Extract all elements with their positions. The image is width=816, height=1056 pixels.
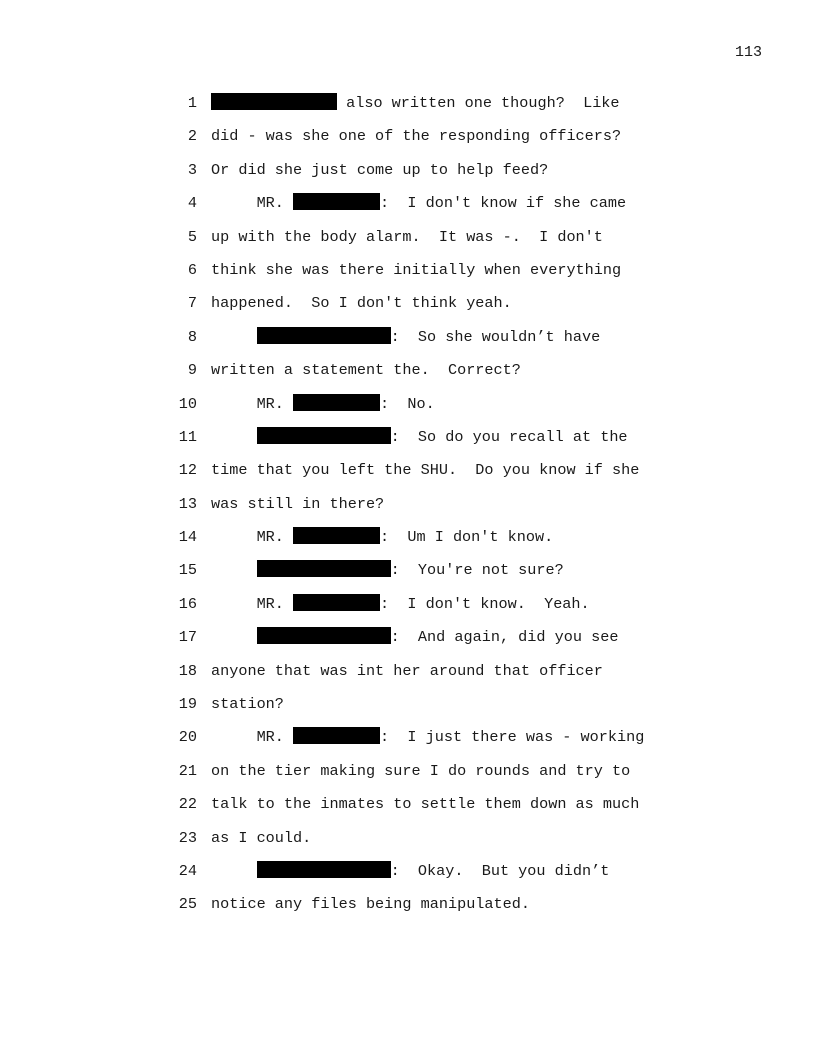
line-text-segment: was still in there?: [211, 494, 385, 513]
line-text-segment: [211, 428, 257, 446]
line-number: 11: [178, 427, 197, 446]
redaction-block: [293, 394, 380, 411]
transcript-line: [0, 293, 816, 326]
line-text-segment: anyone that was int her around that officer: [211, 661, 603, 680]
line-text: [211, 560, 564, 580]
line-number: 22: [178, 795, 197, 814]
redaction-block: [293, 594, 380, 611]
transcript-line: [0, 193, 816, 226]
line-text-segment: notice any files being manipulated.: [211, 895, 530, 914]
redaction-block: [257, 627, 391, 644]
transcript-line: [0, 594, 816, 627]
line-text: [211, 627, 618, 647]
line-text-segment: up with the body alarm. It was -. I don't: [211, 227, 603, 246]
line-number: 20: [178, 728, 197, 747]
line-text-segment: : No.: [380, 394, 435, 413]
redaction-block: [257, 560, 391, 577]
transcript-line: [0, 394, 816, 427]
redaction-block: [293, 527, 380, 544]
line-text: [211, 594, 590, 614]
line-text-segment: : You're not sure?: [390, 561, 564, 580]
line-number: 16: [178, 594, 197, 613]
transcript-line: [0, 160, 816, 193]
line-text: [211, 126, 621, 146]
line-number: 15: [178, 561, 197, 580]
transcript-line: [0, 260, 816, 293]
line-number: 13: [178, 494, 197, 513]
line-text: [211, 894, 530, 914]
line-text: [211, 360, 521, 380]
line-number: 1: [187, 94, 197, 112]
line-text-segment: [211, 862, 257, 880]
transcript-line: [0, 627, 816, 660]
line-number: 7: [187, 294, 197, 313]
line-text: [211, 427, 628, 447]
line-text-segment: on the tier making sure I do rounds and try to: [211, 761, 631, 780]
line-text-segment: MR.: [211, 194, 294, 213]
line-text-segment: Or did she just come up to help feed?: [211, 160, 549, 179]
transcript-line: [0, 93, 816, 126]
line-text: [211, 227, 603, 247]
line-text: [211, 193, 626, 213]
line-text: [211, 494, 384, 514]
line-text-segment: MR.: [211, 394, 294, 413]
line-number: 9: [187, 361, 197, 380]
transcript-line: [0, 794, 816, 827]
transcript-line: [0, 761, 816, 794]
line-text: [211, 861, 609, 881]
line-text-segment: as I could.: [211, 828, 312, 847]
line-text-segment: : And again, did you see: [390, 628, 619, 647]
transcript-line: [0, 327, 816, 360]
line-text-segment: [211, 561, 257, 579]
line-text: [211, 527, 553, 547]
line-number: 5: [187, 227, 197, 246]
transcript-line: [0, 494, 816, 527]
line-text-segment: station?: [211, 695, 284, 714]
redaction-block: [257, 427, 391, 444]
line-number: 18: [178, 661, 197, 680]
redaction-block: [293, 727, 380, 744]
line-text-segment: : So do you recall at the: [390, 427, 628, 446]
transcript-line: [0, 560, 816, 593]
line-number: 25: [178, 895, 197, 914]
line-number: 6: [187, 260, 197, 279]
transcript-line: [0, 727, 816, 760]
transcript-line: [0, 227, 816, 260]
line-text: [211, 260, 621, 280]
line-number: 12: [178, 461, 197, 480]
transcript-line: [0, 527, 816, 560]
line-text-segment: : Okay. But you didn’t: [390, 861, 610, 880]
line-text: [211, 327, 600, 347]
line-number: 23: [178, 828, 197, 847]
redaction-block: [257, 861, 391, 878]
line-text-segment: : Um I don't know.: [380, 528, 554, 547]
line-text-segment: MR.: [211, 528, 294, 547]
line-text-segment: [211, 628, 257, 646]
line-text-segment: : I just there was - working: [380, 728, 645, 747]
line-text-segment: talk to the inmates to settle them down as much: [211, 795, 640, 814]
transcript-line: [0, 828, 816, 861]
line-number: 24: [178, 861, 197, 880]
line-text-segment: [211, 328, 257, 346]
line-number: 19: [178, 695, 197, 714]
line-text-segment: also written one though? Like: [337, 94, 620, 112]
line-text: [211, 727, 644, 747]
redaction-block: [211, 93, 337, 110]
line-text-segment: written a statement the. Correct?: [211, 361, 521, 380]
transcript-line: [0, 460, 816, 493]
line-text-segment: time that you left the SHU. Do you know if she: [211, 461, 640, 480]
transcript-line: [0, 861, 816, 894]
redaction-block: [257, 327, 391, 344]
transcript-line: [0, 360, 816, 393]
line-text: [211, 661, 603, 681]
line-text: [211, 694, 284, 714]
page-number: 113: [734, 44, 762, 61]
transcript-line: [0, 661, 816, 694]
line-text-segment: : I don't know. Yeah.: [380, 594, 590, 613]
line-text-segment: : So she wouldn’t have: [390, 327, 601, 346]
redaction-block: [293, 193, 380, 210]
transcript-body: [0, 93, 816, 928]
line-text: [211, 394, 435, 414]
line-text-segment: MR.: [211, 594, 294, 613]
line-text: [211, 293, 512, 313]
line-text: [211, 761, 630, 781]
line-text: [211, 93, 620, 113]
line-text-segment: did - was she one of the responding officers?: [211, 127, 622, 146]
line-text: [211, 160, 548, 180]
line-number: 14: [178, 528, 197, 547]
line-number: 3: [187, 160, 197, 179]
transcript-line: [0, 694, 816, 727]
line-number: 21: [178, 761, 197, 780]
line-text: [211, 828, 311, 848]
line-number: 17: [178, 628, 197, 647]
line-text: [211, 794, 639, 814]
transcript-line: [0, 427, 816, 460]
line-text: [211, 460, 639, 480]
line-text-segment: MR.: [211, 728, 294, 747]
line-text-segment: : I don't know if she came: [380, 194, 627, 213]
transcript-line: [0, 126, 816, 159]
line-number: 4: [187, 194, 197, 213]
line-number: 2: [187, 127, 197, 146]
line-text-segment: happened. So I don't think yeah.: [211, 294, 512, 313]
line-number: 10: [178, 394, 197, 413]
line-number: 8: [187, 327, 197, 346]
transcript-line: [0, 894, 816, 927]
line-text-segment: think she was there initially when everything: [211, 260, 622, 279]
